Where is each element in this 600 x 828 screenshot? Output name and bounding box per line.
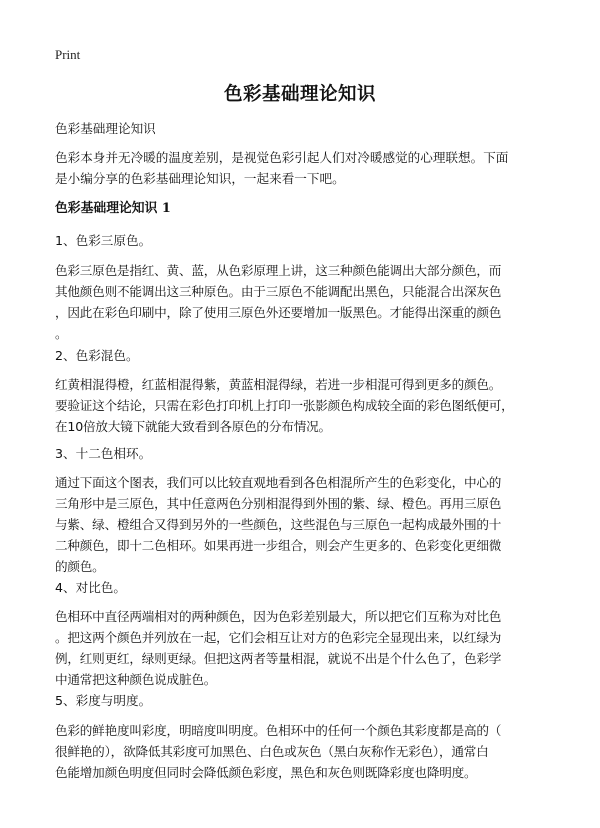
paragraph-line: 三角形中是三原色，其中任意两色分别相混得到外围的紫、绿、橙色。再用三原色	[55, 496, 502, 511]
paragraph-line: 例，红则更红，绿则更绿。但把这两者等量相混，就说不出是个什么色了，色彩学	[55, 651, 502, 666]
paragraph-line: 很鲜艳的），欲降低其彩度可加黑色、白色或灰色（黑白灰称作无彩色），通常白	[55, 744, 489, 759]
item-heading: 4、对比色。	[55, 580, 126, 595]
paragraph-line: ，因此在彩色印刷中，除了使用三原色外还要增加一版黑色。才能得出深重的颜色	[55, 305, 502, 320]
paragraph-line: 色彩三原色是指红、黄、蓝，从色彩原理上讲，这三种颜色能调出大部分颜色，而	[55, 263, 502, 278]
paragraph-line: 色彩的鲜艳度叫彩度，明暗度叫明度。色相环中的任何一个颜色其彩度都是高的（	[55, 723, 502, 738]
paragraph-line: 。把这两个颜色并列放在一起，它们会相互让对方的色彩完全显现出来，以红绿为	[55, 630, 502, 645]
paragraph-line: 色相环中直径两端相对的两种颜色，因为色彩差别最大，所以把它们互称为对比色	[55, 609, 502, 624]
item-heading: 3、十二色相环。	[55, 446, 152, 461]
paragraph-line: 。	[55, 326, 68, 341]
intro-paragraph	[55, 147, 551, 189]
item-paragraph	[55, 720, 551, 783]
paragraph-line: 中通常把这种颜色说成脏色。	[55, 672, 217, 687]
page-title: 色彩基础理论知识	[223, 84, 376, 105]
item-paragraph	[55, 260, 551, 344]
item-paragraph	[55, 472, 551, 577]
paragraph-line: 通过下面这个图表，我们可以比较直观地看到各色相混所产生的色彩变化，中心的	[55, 475, 502, 490]
paragraph-line: 色彩本身并无冷暖的温度差别，是视觉色彩引起人们对冷暖感觉的心理联想。下面	[55, 150, 509, 165]
item-heading: 5、彩度与明度。	[55, 693, 152, 708]
print-label[interactable]: Print	[55, 47, 81, 62]
section-heading: 色彩基础理论知识 1	[55, 201, 171, 216]
item-heading: 1、色彩三原色。	[55, 233, 152, 248]
paragraph-line: 在10倍放大镜下就能大致看到各原色的分布情况。	[55, 419, 331, 434]
item-paragraph	[55, 374, 551, 437]
paragraph-line: 是小编分享的色彩基础理论知识，一起来看一下吧。	[55, 171, 345, 186]
paragraph-line: 的颜色。	[55, 559, 105, 574]
paragraph-line: 与紫、绿、橙组合又得到另外的一些颜色，这些混色与三原色一起构成最外围的十	[55, 517, 502, 532]
document-subtitle: 色彩基础理论知识	[55, 121, 156, 136]
paragraph-line: 二种颜色，即十二色相环。如果再进一步组合，则会产生更多的、色彩变化更细微	[55, 538, 502, 553]
paragraph-line: 红黄相混得橙，红蓝相混得紫，黄蓝相混得绿，若进一步相混可得到更多的颜色。	[55, 377, 502, 392]
item-heading: 2、色彩混色。	[55, 348, 139, 363]
item-paragraph	[55, 606, 551, 690]
paragraph-line: 其他颜色则不能调出这三种原色。由于三原色不能调配出黑色，只能混合出深灰色	[55, 284, 502, 299]
paragraph-line: 要验证这个结论，只需在彩色打印机上打印一张影颜色构成较全面的彩色图纸便可，	[55, 398, 514, 413]
paragraph-line: 色能增加颜色明度但同时会降低颜色彩度，黑色和灰色则既降彩度也降明度。	[55, 765, 477, 780]
